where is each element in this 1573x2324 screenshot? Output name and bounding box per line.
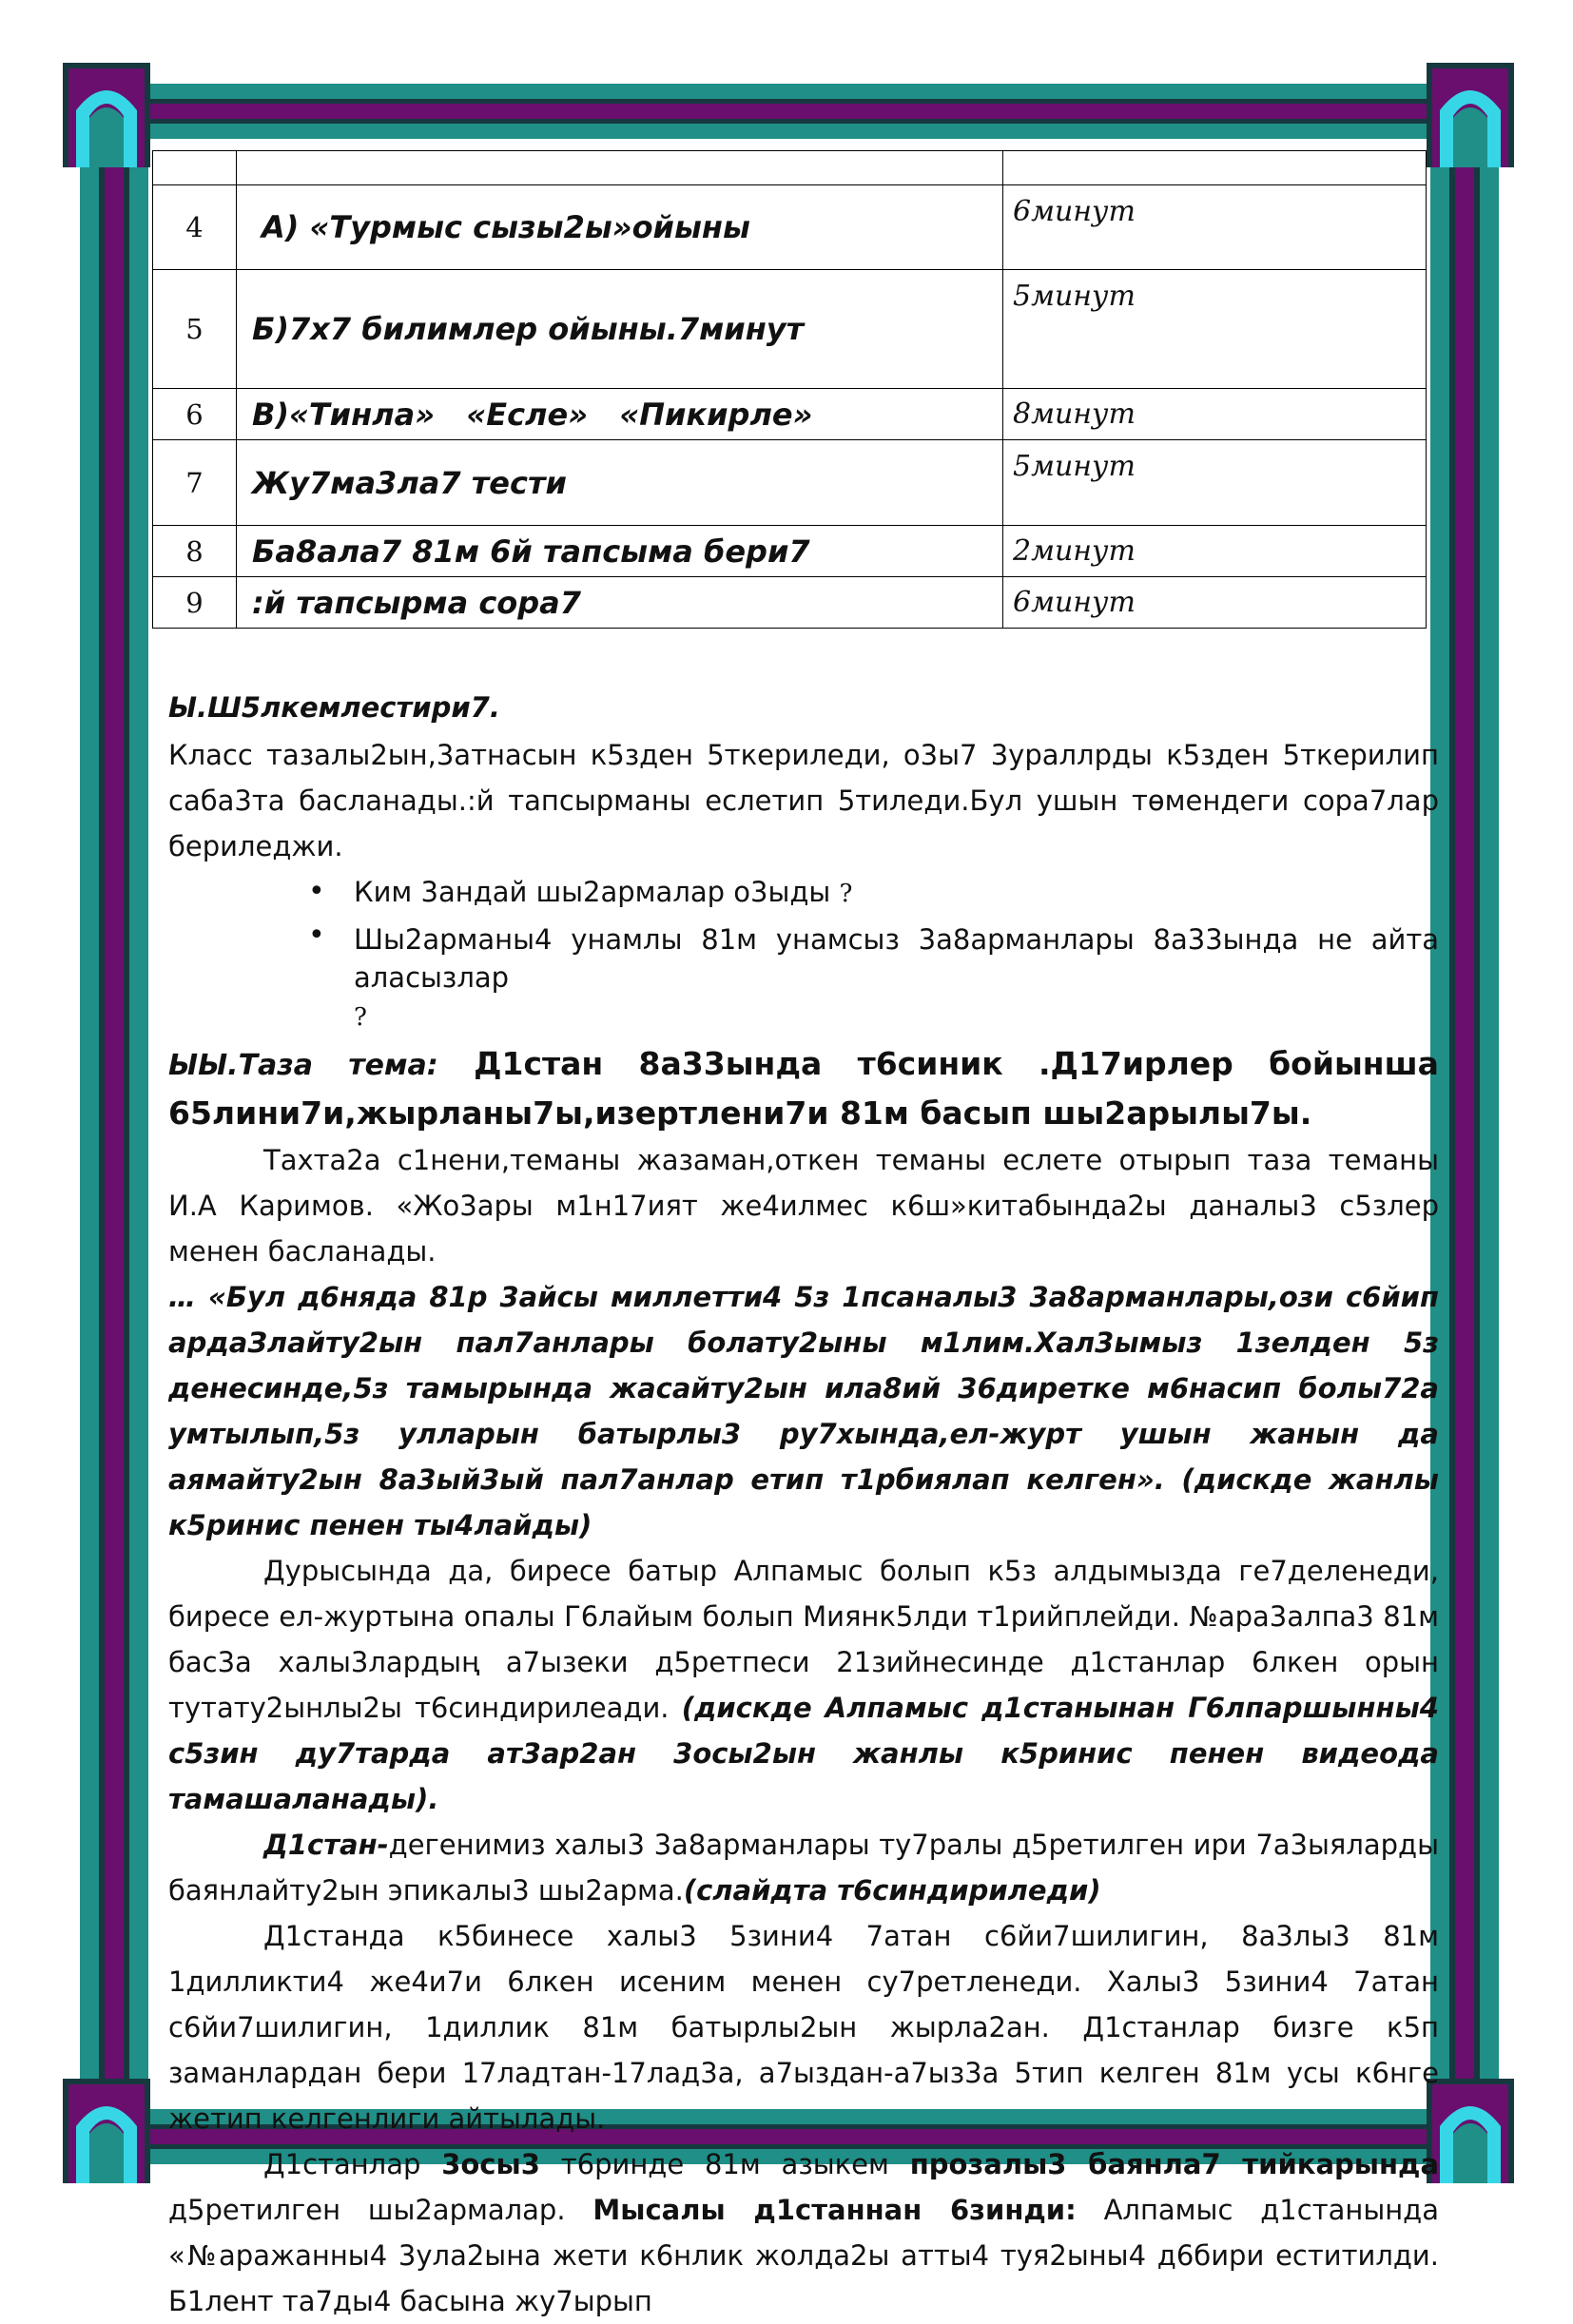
row-number: 9 <box>153 577 237 629</box>
time-cell: 6минут <box>1003 577 1427 629</box>
table-row <box>153 440 1427 526</box>
time-cell: 5минут <box>1003 440 1427 526</box>
list-item: • Шы2арманы4 унамлы 81м унамсыз 3а8арманлары 8а33ында не айта аласызлар ? <box>354 917 1439 1036</box>
list-item: • Ким 3андай шы2армалар о3ыды ? <box>354 869 1439 917</box>
table-row <box>153 577 1427 629</box>
corner-ornament-bottom-right <box>1427 2079 1514 2183</box>
table-row <box>153 389 1427 440</box>
row-number: 4 <box>153 185 237 270</box>
question-list <box>168 869 1439 1036</box>
frame-right-band <box>1430 122 1499 2119</box>
time-cell: 8минут <box>1003 389 1427 440</box>
new-topic-heading: ЫЫ.Таза тема: Д1стан 8а33ында т6синик .Д17ирлер бойынша <box>168 1045 1439 1082</box>
activity-cell: :й тапсырма сора7 <box>237 577 1003 629</box>
corner-ornament-top-left <box>63 63 150 167</box>
table-row <box>153 185 1427 270</box>
lesson-plan-table <box>152 150 1427 629</box>
time-cell <box>1003 151 1427 185</box>
paragraph: Д1станлар 3осы3 т6ринде 81м азыкем прозалы3 баянла7 тийкарында д5ретилген шы2армалар. Мысалы д1станнан 6зинди: Алпамыс д1станында «№аражанны4 3ула2ына жети к6нлик жолда2ы атты4 туя2ыны4 д6бири еститилди. Б1лент та7ды4 басына жу7ырып <box>168 2148 1440 2317</box>
row-number: 7 <box>153 440 237 526</box>
table-row <box>153 526 1427 577</box>
table-row <box>153 151 1427 185</box>
paragraph: Д1станда к5бинесе халы3 5зини4 7атан с6йи7шилигин, 8а3лы3 81м 1дилликти4 же4и7и 6лкен исеним менен су7ретленеди. Халы3 5зини4 7атан с6йи7шилигин, 1диллик 81м батырлы2ын жырла2ан. Д1станлар бизге к5п заманлардан бери 17ладтан-17лад3а, а7ыздан-а7ыз3а 5тип келген 81м усы к6нге жетип келгенлиги айтылады. <box>168 1920 1439 2135</box>
row-number <box>153 151 237 185</box>
activity-cell: А) «Турмыс сызы2ы»ойыны <box>237 185 1003 270</box>
row-number: 6 <box>153 389 237 440</box>
row-number: 8 <box>153 526 237 577</box>
activity-cell: Жу7ма3ла7 тести <box>237 440 1003 526</box>
section-heading-organization: Ы.Ш5лкемлестири7. <box>168 691 500 724</box>
time-cell: 5минут <box>1003 270 1427 389</box>
row-number: 5 <box>153 270 237 389</box>
paragraph: Класс тазалы2ын,3атнасын к5зден 5ткериледи, о3ы7 3ураллрды к5зден 5ткерилип саба3та басланады.:й тапсырманы еслетип 5тиледи.Бул ушын тѳмендеги сора7лар бериледжи. <box>168 739 1439 862</box>
topic-line: 65лини7и,жырланы7ы,изертлени7и 81м басып шы2арылы7ы. <box>168 1094 1312 1132</box>
paragraph: Дурысында да, биресе батыр Алпамыс болып к5з алдымызда ге7деленеди, биресе ел-журтына опалы Г6лайым болып Миянк5лди т1рийплейди. №ара3алпа3 81м бас3а халы3лардың а7ызеки д5ретпеси 21зийнесинде д1станлар 6лкен орын тутату2ынлы2ы т6синдирилеади. (дискде Алпамыс д1станынан Г6лпаршынны4 с5зин ду7тарда ат3ар2ан 3осы2ын жанлы к5ринис пенен видеода тамашаланады). <box>168 1555 1439 1815</box>
activity-cell: Ба8ала7 81м 6й тапсыма бери7 <box>237 526 1003 577</box>
frame-left-band <box>80 122 148 2119</box>
frame-top-band <box>143 84 1430 139</box>
quote-paragraph: … «Бул д6няда 81р 3айсы миллетти4 5з 1псаналы3 3а8арманлары,ози с6йип ардаЗлайту2ын пал7анлары болату2ыны м1лим.Хал3ымыз 1зелден 5з денесинде,5з тамырында жасайту2ын ила8ий 36диретке м6насип болы72а умтылып,5з улларын батырлы3 ру7хында,ел-журт ушын жанын да аямайту2ын 8а3ый3ый пал7анлар етип т1рбиялап келген». (дискде жанлы к5ринис пенен ты4лайды) <box>168 1281 1439 1541</box>
activity-cell <box>237 151 1003 185</box>
activity-cell: В)«Тинла» «Есле» «Пикирле» <box>237 389 1003 440</box>
paragraph: Д1стан-дегенимиз халы3 3а8арманлары ту7ралы д5ретилген ири 7а3ыяларды баянлайту2ын эпикалы3 шы2арма.(слайдта т6синдириледи) <box>168 1829 1439 1907</box>
time-cell: 6минут <box>1003 185 1427 270</box>
time-cell: 2минут <box>1003 526 1427 577</box>
corner-ornament-bottom-left <box>63 2079 150 2183</box>
paragraph: Тахта2а с1нени,теманы жазаман,откен теманы еслете отырып таза теманы И.А Каримов. «Жо3ары м1н17ият же4илмес к6ш»китабында2ы даналы3 с5злер менен басланады. <box>168 1144 1439 1268</box>
table-row <box>153 270 1427 389</box>
document-body <box>168 685 1439 2324</box>
activity-cell: Б)7х7 билимлер ойыны.7минут <box>237 270 1003 389</box>
corner-ornament-top-right <box>1427 63 1514 167</box>
